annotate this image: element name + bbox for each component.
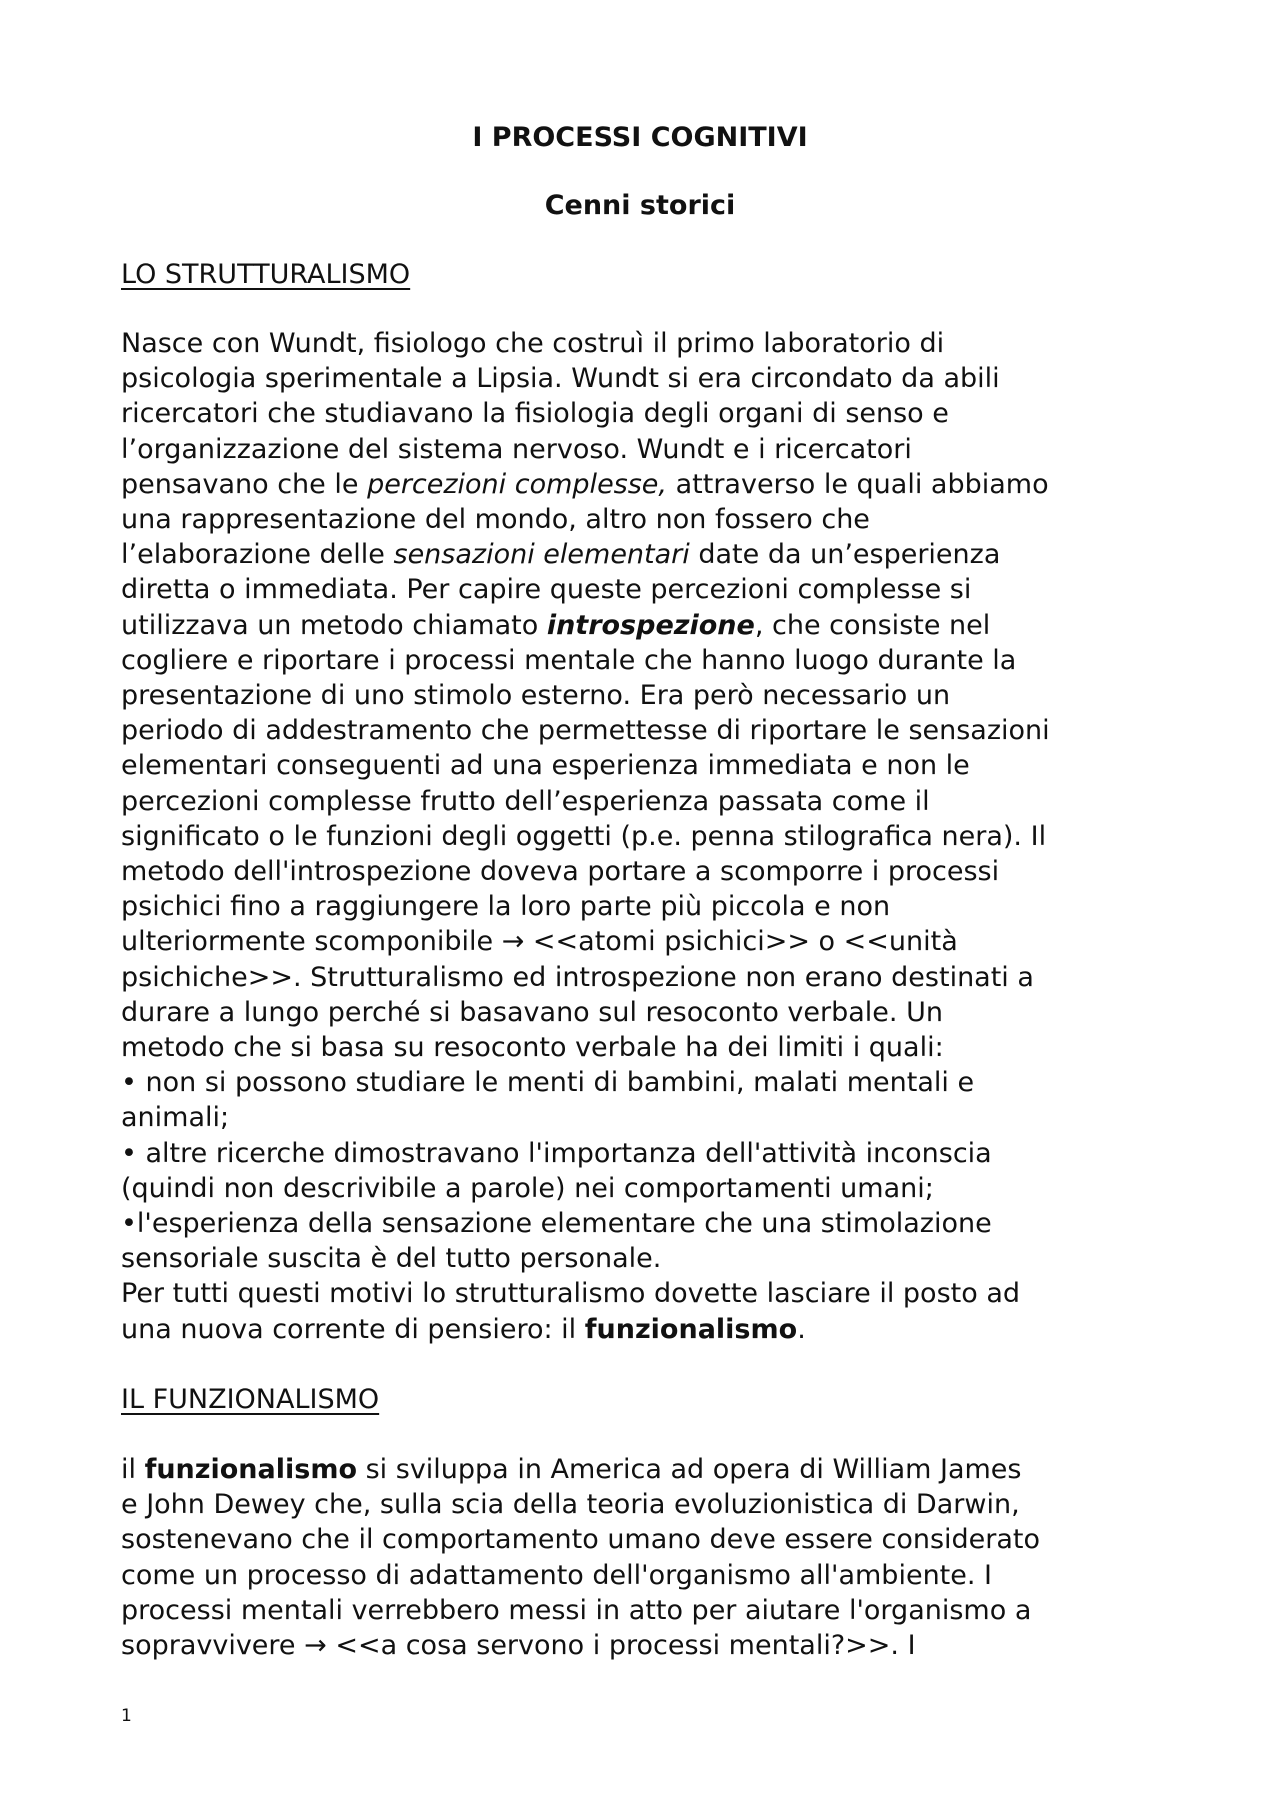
text-run: , che consiste nel [754, 609, 991, 641]
text-line [121, 361, 1171, 396]
text-run: Nasce con Wundt, fisiologo che costruì il primo laboratorio di [121, 328, 945, 359]
bold-italic-term: introspezione [546, 609, 755, 641]
section-heading-strutturalismo: LO STRUTTURALISMO [121, 259, 411, 290]
text-line [121, 1558, 1171, 1593]
text-line [121, 819, 1171, 854]
text-run: psichici fino a raggiungere la loro parte più piccola e non [121, 891, 891, 923]
text-line [121, 960, 1171, 995]
text-line [121, 784, 1171, 819]
text-run: processi mentali verrebbero messi in atto per aiutare l'organismo a [121, 1594, 1032, 1626]
text-line [121, 748, 1171, 783]
text-run: percezioni complesse frutto dell’esperienza passata come il [121, 785, 930, 817]
text-run: sostenevano che il comportamento umano deve essere considerato [121, 1524, 1041, 1556]
bold-term: funzionalismo [144, 1454, 358, 1485]
text-run: (quindi non descrivibile a parole) nei comportamenti umani; [121, 1172, 934, 1204]
text-line [121, 1628, 1171, 1663]
text-line [121, 713, 1171, 748]
text-run: animali; [121, 1102, 230, 1134]
text-run: presentazione di uno stimolo esterno. Era però necessario un [121, 680, 951, 712]
text-line [121, 924, 1171, 959]
text-line [121, 1487, 1171, 1522]
text-line [121, 432, 1171, 467]
text-line [121, 678, 1171, 713]
italic-term: sensazioni elementari [393, 539, 690, 571]
page-number: 1 [121, 1706, 132, 1726]
section-body-strutturalismo [121, 326, 1171, 1347]
text-run: • altre ricerche dimostravano l'importanza dell'attività inconscia [121, 1137, 992, 1169]
text-run: ulteriormente scomponibile → <<atomi psichici>> o <<unità [121, 926, 958, 958]
text-line [121, 1276, 1171, 1311]
text-run: sensoriale suscita è del tutto personale. [121, 1243, 662, 1275]
text-run: cogliere e riportare i processi mentale che hanno luogo durante la [121, 644, 1017, 676]
text-line [121, 1171, 1171, 1206]
document-title: I PROCESSI COGNITIVI [472, 122, 808, 153]
text-line [121, 1100, 1171, 1135]
text-run: ricercatori che studiavano la fisiologia degli organi di senso e [121, 398, 949, 430]
text-line [121, 326, 1171, 361]
text-line [121, 1241, 1171, 1276]
text-run: durare a lungo perché si basavano sul resoconto verbale. Un [121, 996, 943, 1028]
text-line [121, 889, 1171, 924]
text-run: si sviluppa in America ad opera di William James [357, 1454, 1022, 1485]
text-run: elementari conseguenti ad una esperienza immediata e non le [121, 750, 970, 782]
text-line [121, 1136, 1171, 1171]
text-run: una nuova corrente di pensiero: il [121, 1313, 585, 1345]
text-run: il [121, 1454, 145, 1485]
text-run: attraverso le quali abbiamo [667, 468, 1049, 500]
text-run: metodo che si basa su resoconto verbale ha dei limiti i quali: [121, 1032, 944, 1064]
text-line [121, 995, 1171, 1030]
text-line [121, 1206, 1171, 1241]
text-run: significato o le funzioni degli oggetti (p.e. penna stilografica nera). Il [121, 820, 1047, 852]
text-run: una rappresentazione del mondo, altro non fossero che [121, 504, 870, 536]
bold-term: funzionalismo [584, 1313, 798, 1345]
text-run: l’elaborazione delle [121, 539, 394, 571]
text-run: pensavano che le [121, 468, 368, 500]
text-run: date da un’esperienza [689, 539, 1001, 571]
text-run: diretta o immediata. Per capire queste percezioni complesse si [121, 574, 972, 606]
text-run: psicologia sperimentale a Lipsia. Wundt si era circondato da abili [121, 363, 1000, 395]
document-subtitle: Cenni storici [544, 190, 736, 221]
text-run: utilizzava un metodo chiamato [121, 609, 547, 641]
text-run: e John Dewey che, sulla scia della teoria evoluzionistica di Darwin, [121, 1489, 1020, 1521]
italic-term: percezioni complesse, [367, 468, 668, 500]
text-line [121, 1065, 1171, 1100]
text-run: metodo dell'introspezione doveva portare a scomporre i processi [121, 856, 1000, 888]
text-line [121, 396, 1171, 431]
text-line [121, 1452, 1171, 1487]
text-line [121, 502, 1171, 537]
section-body-funzionalismo [121, 1452, 1171, 1663]
text-line [121, 1030, 1171, 1065]
text-line [121, 1593, 1171, 1628]
text-run: . [797, 1313, 806, 1345]
text-run: Per tutti questi motivi lo strutturalismo dovette lasciare il posto ad [121, 1278, 1021, 1310]
text-run: come un processo di adattamento dell'organismo all'ambiente. I [121, 1559, 993, 1591]
text-line [121, 643, 1171, 678]
text-line [121, 467, 1171, 502]
section-heading-funzionalismo: IL FUNZIONALISMO [121, 1384, 380, 1415]
text-run: •l'esperienza della sensazione elementare che una stimolazione [121, 1208, 992, 1240]
text-run: • non si possono studiare le menti di bambini, malati mentali e [121, 1067, 975, 1099]
text-run: l’organizzazione del sistema nervoso. Wundt e i ricercatori [121, 433, 912, 465]
text-line [121, 1522, 1171, 1557]
text-run: psichiche>>. Strutturalismo ed introspezione non erano destinati a [121, 961, 1034, 993]
text-run: periodo di addestramento che permettesse di riportare le sensazioni [121, 715, 1050, 747]
text-line [121, 854, 1171, 889]
text-line [121, 608, 1171, 643]
text-line [121, 1312, 1171, 1347]
text-run: sopravvivere → <<a cosa servono i processi mentali?>>. I [121, 1630, 916, 1662]
text-line [121, 537, 1171, 572]
text-line [121, 572, 1171, 607]
